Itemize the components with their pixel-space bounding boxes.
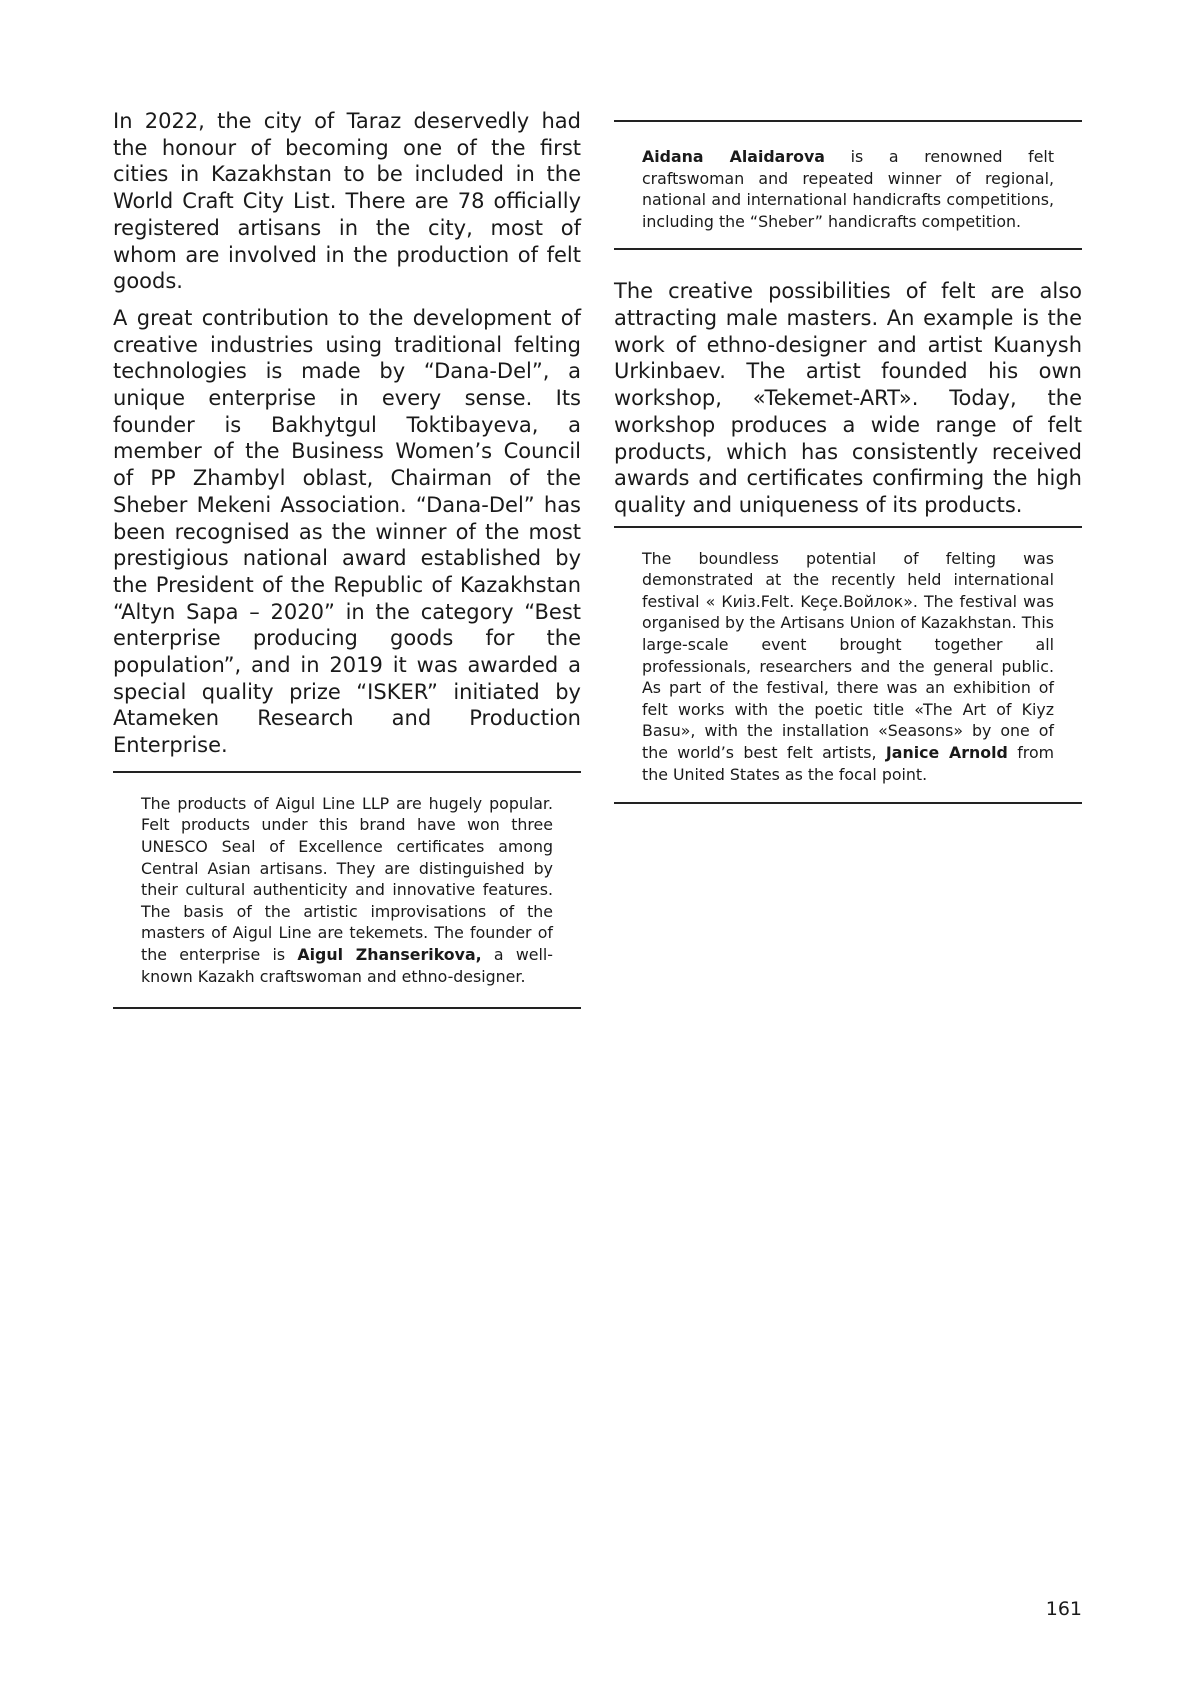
sidebar-bottom-rule	[113, 1007, 581, 1009]
aigul-line-sidebar-text	[141, 793, 553, 987]
right-column	[614, 120, 1082, 804]
left-column	[113, 108, 581, 1009]
male-masters-paragraph: The creative possibilities of felt are also attracting male masters. An example is the work of ethno-designer and artist Kuanysh Urkinbaev. The artist founded his own workshop, «Tekemet-ART». Today, the workshop produces a wide range of felt products, which has consistently received awards and certificates confirming the high quality and uniqueness of its products.	[614, 279, 1082, 517]
sidebar-1-text-after: is a renowned felt craftswoman and repeated winner of regional, national and international handicrafts competitions, including the “Sheber” handicrafts competition.	[642, 147, 1055, 231]
festival-sidebar-text	[642, 548, 1054, 786]
aidana-sidebar-text	[642, 146, 1054, 232]
aidana-sidebar	[614, 122, 1082, 248]
sidebar-bold-name: Aigul Zhanserikova,	[297, 945, 482, 965]
dana-del-paragraph: A great contribution to the development of creative industries using traditional felting technologies is made by “Dana-Del”, a unique enterprise in every sense. Its founder is Bakhytgul Toktibayeva, a member of the Business Women’s Council of PP Zhambyl oblast, Chairman of the Sheber Mekeni Association. “Dana-Del” has been recognised as the winner of the most prestigious national award established by the President of the Republic of Kazakhstan “Altyn Sapa – 2020” in the category “Best enterprise producing goods for the population”, and in 2019 it was awarded a special quality prize “ISKER” initiated by Atameken Research and Production Enterprise.	[113, 305, 581, 758]
sidebar-2-text-after: from the United States as the focal point.	[642, 743, 1054, 784]
sidebar-2-bottom-rule	[614, 802, 1082, 804]
sidebar-2-text-before: The boundless potential of felting was demonstrated at the recently held international festival « Киіз.Felt. Keçe.Войлок». The festival was organised by the Artisans Union of Kazakhstan. This large-scale event brought together all professionals, researchers and the general public. As part of the festival, there was an exhibition of felt works with the poetic title «The Art of Kiyz Basu», with the installation «Seasons» by one of the world’s best felt artists,	[642, 548, 1054, 763]
sidebar-text-after: a well-known Kazakh craftswoman and ethno-designer.	[141, 945, 554, 986]
page-number: 161	[1045, 1598, 1082, 1620]
sidebar-1-bold-name: Aidana Alaidarova	[642, 147, 825, 166]
sidebar-1-bottom-rule	[614, 248, 1082, 250]
festival-sidebar	[614, 528, 1082, 803]
sidebar-2-bold-name: Janice Arnold	[885, 743, 1008, 763]
intro-paragraph: In 2022, the city of Taraz deservedly had the honour of becoming one of the first cities in Kazakhstan to be included in the World Craft City List. There are 78 officially registered artisans in the city, most of whom are involved in the production of felt goods.	[113, 109, 581, 294]
aigul-line-sidebar	[113, 773, 581, 1007]
sidebar-text-before: The products of Aigul Line LLP are hugely popular. Felt products under this brand have won three UNESCO Seal of Excellence certificates among Central Asian artisans. They are distinguished by their cultural authenticity and innovative features. The basis of the artistic improvisations of the masters of Aigul Line are tekemets. The founder of the enterprise is	[141, 793, 553, 965]
